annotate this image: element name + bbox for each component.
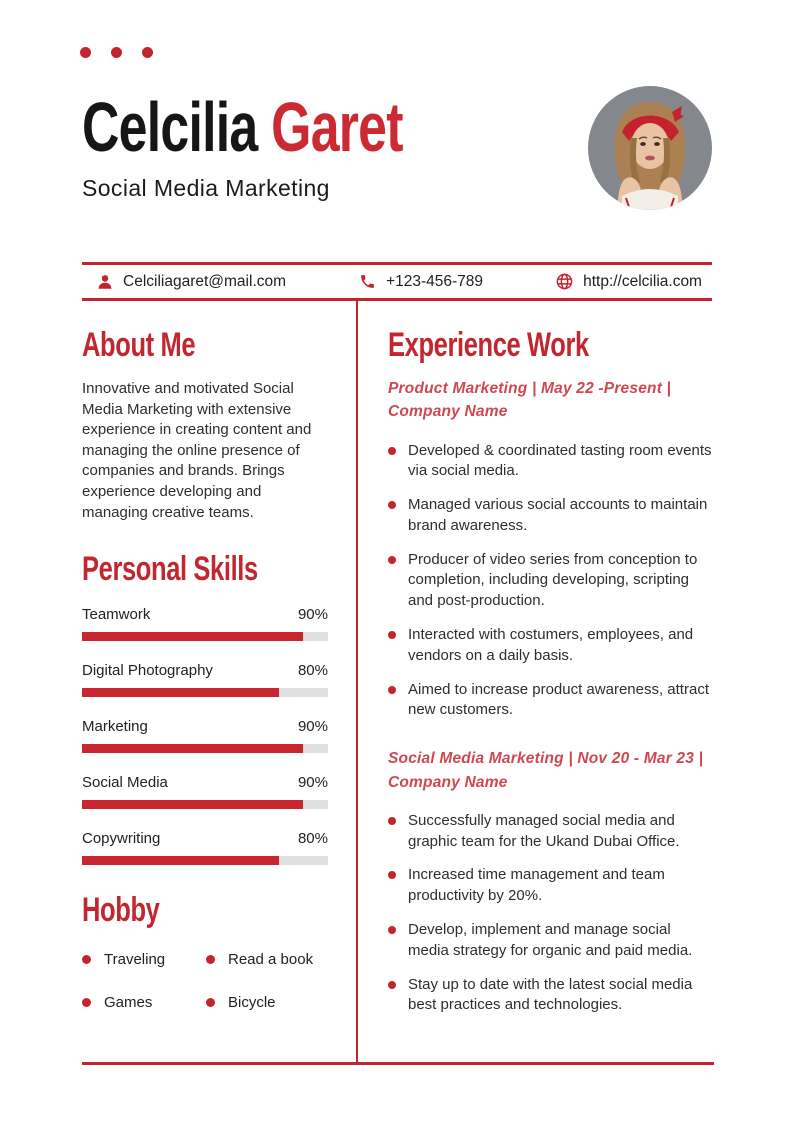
bullet-dot-icon: [388, 686, 396, 694]
hobby-heading: Hobby: [82, 891, 160, 930]
dot-icon: [80, 47, 91, 58]
skill-row-header: [82, 606, 328, 623]
skill-bar-track: [82, 688, 328, 697]
person-name: [82, 88, 403, 166]
skill-bar-track: [82, 800, 328, 809]
job-bullet-text: Aimed to increase product awareness, attract new customers.: [408, 680, 709, 719]
skill-bar-fill: [82, 688, 279, 697]
skill-bar-track: [82, 632, 328, 641]
globe-icon: [555, 272, 574, 291]
bullet-dot-icon: [388, 556, 396, 564]
job-bullet: [388, 495, 714, 537]
bullet-dot-icon: [82, 998, 91, 1007]
job-heading: Social Media Marketing | Nov 20 - Mar 23 | Company Name: [388, 750, 704, 791]
skill-bar-fill: [82, 632, 303, 641]
skill-bar-track: [82, 744, 328, 753]
bullet-dot-icon: [388, 871, 396, 879]
bullet-dot-icon: [388, 631, 396, 639]
skill-percent: 90%: [297, 718, 328, 736]
skill-row: [82, 718, 328, 753]
jobs-container: [388, 377, 714, 1016]
hobby-label: Games: [104, 994, 153, 1012]
dot-icon: [142, 47, 153, 58]
skill-label: Social Media: [82, 774, 168, 792]
skill-percent: 90%: [297, 606, 328, 624]
hobby-item: [206, 951, 328, 968]
skill-bar-fill: [82, 856, 279, 865]
job-bullet: [388, 811, 714, 853]
bullet-dot-icon: [388, 817, 396, 825]
job-bullet-text: Successfully managed social media and graphic team for the Ukand Dubai Office.: [408, 811, 680, 850]
hobby-item: [82, 951, 206, 968]
job-bullet-list: [388, 441, 714, 722]
job-bullet-list: [388, 811, 714, 1016]
skill-label: Teamwork: [82, 606, 151, 624]
skill-bar-track: [82, 856, 328, 865]
about-text: Innovative and motivated Social Media Marketing with extensive experience in creating content and managing the online presence of companies and brands. Brings experience developing and managing creative teams.: [82, 380, 312, 521]
job-title-subtitle: Social Media Marketing: [82, 175, 330, 201]
skills-heading: Personal Skills: [82, 550, 258, 589]
hobby-item: [82, 994, 206, 1011]
skill-row: [82, 830, 328, 865]
skill-row-header: [82, 662, 328, 679]
contact-email: [95, 272, 286, 291]
website-text: http://celcilia.com: [583, 272, 702, 290]
job-heading: Product Marketing | May 22 -Present | Company Name: [388, 380, 672, 421]
person-icon: [95, 272, 114, 291]
job-bullet-text: Increased time management and team productivity by 20%.: [408, 866, 665, 905]
job-bullet: [388, 920, 714, 962]
job-bullet-text: Developed & coordinated tasting room events via social media.: [408, 441, 712, 480]
contact-bar: [82, 262, 712, 301]
skill-row-header: [82, 830, 328, 847]
job-bullet: [388, 680, 714, 722]
bullet-dot-icon: [388, 926, 396, 934]
skill-row-header: [82, 774, 328, 791]
column-divider: [356, 301, 358, 1062]
bullet-dot-icon: [388, 981, 396, 989]
skill-percent: 80%: [297, 830, 328, 848]
job-bullet: [388, 441, 714, 483]
job-bullet-text: Producer of video series from conception to completion, including developing, scripting and post-production.: [408, 550, 698, 610]
job-bullet: [388, 865, 714, 907]
bullet-dot-icon: [206, 955, 215, 964]
skill-row: [82, 774, 328, 809]
hobby-item: [206, 994, 328, 1011]
job-entry: [388, 377, 714, 721]
skill-percent: 80%: [297, 662, 328, 680]
phone-icon: [358, 272, 377, 291]
job-bullet: [388, 550, 714, 612]
job-bullet-text: Develop, implement and manage social media strategy for organic and paid media.: [408, 920, 693, 959]
skill-row: [82, 662, 328, 697]
skill-label: Copywriting: [82, 830, 161, 848]
contact-website: [555, 272, 702, 291]
right-column: [388, 301, 714, 1062]
job-bullet-text: Managed various social accounts to maintain brand awareness.: [408, 496, 708, 534]
job-bullet-text: Interacted with costumers, employees, and vendors on a daily basis.: [408, 626, 694, 664]
contact-phone: [358, 272, 483, 291]
hobby-label: Bicycle: [228, 994, 276, 1012]
job-bullet: [388, 625, 714, 667]
experience-heading: Experience Work: [388, 326, 589, 364]
skill-row: [82, 606, 328, 641]
bullet-dot-icon: [206, 998, 215, 1007]
last-name: Garet: [271, 88, 403, 166]
skill-label: Marketing: [82, 718, 148, 736]
dot-icon: [111, 47, 122, 58]
hobby-label: Traveling: [104, 951, 166, 969]
skill-label: Digital Photography: [82, 662, 213, 680]
skill-row-header: [82, 718, 328, 735]
job-bullet-text: Stay up to date with the latest social media best practices and technologies.: [408, 975, 693, 1014]
phone-text: +123-456-789: [386, 272, 484, 290]
bullet-dot-icon: [388, 501, 396, 509]
job-entry: [388, 747, 714, 1016]
about-heading: About Me: [82, 326, 196, 364]
skill-bar-fill: [82, 744, 303, 753]
skill-percent: 90%: [297, 774, 328, 792]
email-text: Celciliagaret@mail.com: [123, 272, 287, 290]
job-bullet: [388, 975, 714, 1017]
bullet-dot-icon: [82, 955, 91, 964]
decorative-dots: [80, 47, 153, 58]
first-name: Celcilia: [82, 88, 258, 166]
bullet-dot-icon: [388, 447, 396, 455]
hobby-label: Read a book: [228, 951, 314, 969]
skills-list: [82, 606, 328, 865]
profile-photo: [588, 86, 712, 210]
skill-bar-fill: [82, 800, 303, 809]
left-column: [82, 301, 328, 1062]
hobby-list: [82, 951, 328, 1011]
main-columns: [82, 301, 714, 1065]
